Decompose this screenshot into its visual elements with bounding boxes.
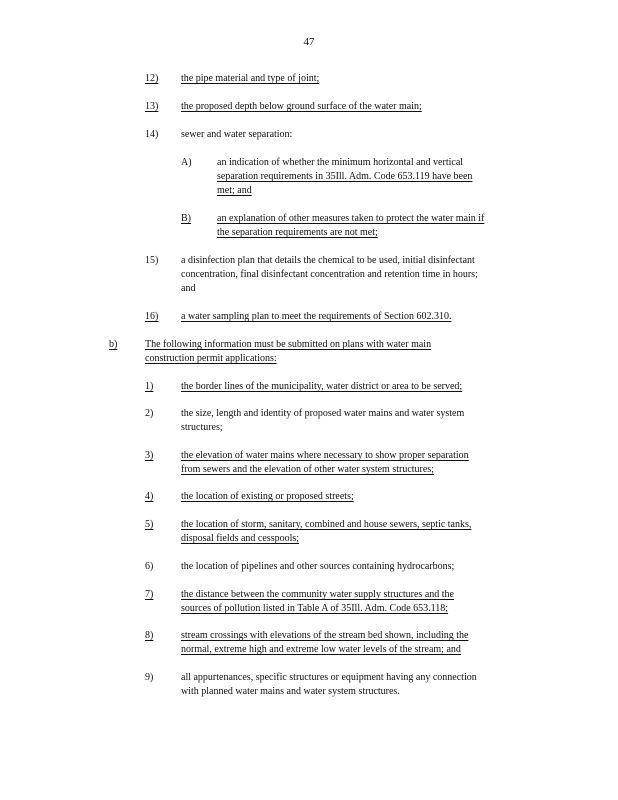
section-line: The following information must be submitted on plans with water main: [145, 339, 432, 350]
subitem-line: an indication of whether the minimum horizontal and vertical: [217, 157, 464, 168]
list-item-text: the border lines of the municipality, water district or area to be served;: [181, 381, 463, 392]
item-number: 13): [145, 101, 159, 112]
item-number: 4): [145, 491, 154, 502]
list-item-line: with planned water mains and water system structures.: [181, 686, 400, 697]
item-number: 16): [145, 311, 159, 322]
item-number: 12): [145, 73, 159, 84]
list-item-text: sewer and water separation:: [181, 129, 293, 140]
item-number: 8): [145, 630, 154, 641]
item-number: 15): [145, 255, 159, 266]
list-item-line: stream crossings with elevations of the stream bed shown, including the: [181, 630, 469, 641]
page-number: 47: [303, 36, 315, 48]
list-item-line: from sewers and the elevation of other water system structures;: [181, 464, 434, 475]
section-line: construction permit applications:: [145, 353, 277, 364]
list-item-line: the location of storm, sanitary, combined and house sewers, septic tanks,: [181, 519, 472, 530]
subitem-line: the separation requirements are not met;: [217, 227, 378, 238]
list-item-text: the location of existing or proposed streets;: [181, 491, 354, 502]
item-number: 2): [145, 408, 154, 419]
list-item-line: a disinfection plan that details the chemical to be used, initial disinfectant: [181, 255, 475, 266]
list-item-line: concentration, final disinfectant concentration and retention time in hours;: [181, 269, 478, 280]
subitem-number: B): [181, 213, 191, 224]
list-item-text: a water sampling plan to meet the requirements of Section 602.310.: [181, 311, 452, 322]
subitem-line: separation requirements in 35Ill. Adm. Code 653.119 have been: [217, 171, 473, 182]
list-item-line: the size, length and identity of proposed water mains and water system: [181, 408, 465, 419]
list-item-text: the pipe material and type of joint;: [181, 73, 320, 84]
list-item-line: sources of pollution listed in Table A of 35Ill. Adm. Code 653.118;: [181, 603, 449, 614]
list-item-line: the elevation of water mains where necessary to show proper separation: [181, 450, 469, 461]
list-item-line: the distance between the community water supply structures and the: [181, 589, 454, 600]
list-item-line: disposal fields and cesspools;: [181, 533, 300, 544]
section-number: b): [109, 339, 118, 350]
list-item-line: all appurtenances, specific structures or equipment having any connection: [181, 672, 477, 683]
list-item-line: structures;: [181, 422, 223, 433]
item-number: 1): [145, 381, 154, 392]
item-number: 3): [145, 450, 154, 461]
item-number: 7): [145, 589, 154, 600]
list-item-line: and: [181, 283, 196, 294]
list-item-text: the proposed depth below ground surface of the water main;: [181, 101, 422, 112]
subitem-line: met; and: [217, 185, 252, 196]
item-number: 6): [145, 561, 154, 572]
item-number: 14): [145, 129, 159, 140]
list-item-text: the location of pipelines and other sources containing hydrocarbons;: [181, 561, 455, 572]
item-number: 5): [145, 519, 154, 530]
subitem-number: A): [181, 157, 192, 168]
item-number: 9): [145, 672, 154, 683]
subitem-line: an explanation of other measures taken to protect the water main if: [217, 213, 485, 224]
list-item-line: normal, extreme high and extreme low water levels of the stream; and: [181, 644, 461, 655]
